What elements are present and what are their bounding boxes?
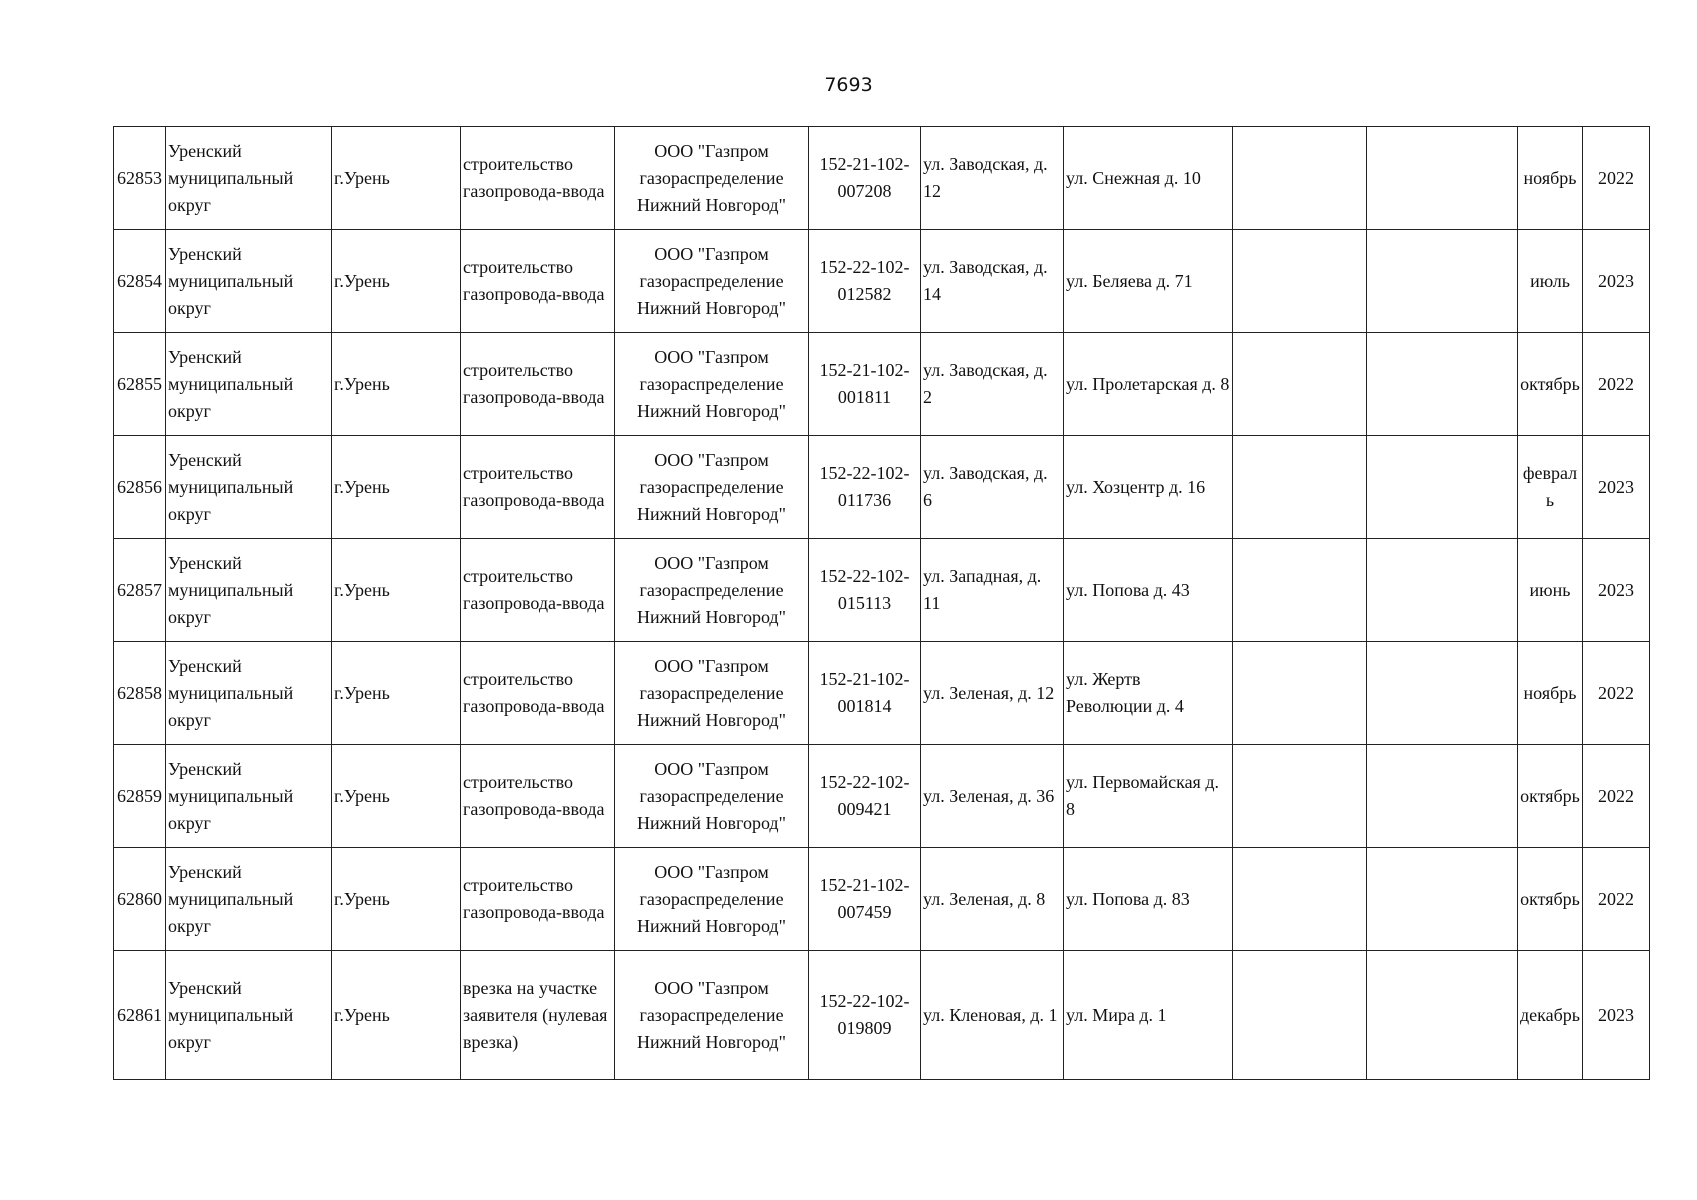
organization-cell: ООО "Газпром газораспределение Нижний Новгород" [615, 436, 809, 539]
work-type-cell: строительство газопровода-ввода [461, 539, 615, 642]
month-cell: ноябрь [1518, 127, 1583, 230]
month-cell: октябрь [1518, 333, 1583, 436]
address-from-cell: ул. Кленовая, д. 1 [921, 951, 1064, 1080]
address-from-cell: ул. Заводская, д. 2 [921, 333, 1064, 436]
organization-cell: ООО "Газпром газораспределение Нижний Новгород" [615, 951, 809, 1080]
district-cell: Уренский муниципальный округ [166, 848, 332, 951]
page-number: 7693 [824, 74, 873, 96]
city-cell: г.Урень [332, 436, 461, 539]
organization-cell: ООО "Газпром газораспределение Нижний Новгород" [615, 230, 809, 333]
work-type-cell: строительство газопровода-ввода [461, 642, 615, 745]
year-cell: 2022 [1583, 745, 1650, 848]
cadastral-number-cell: 152-22-102-011736 [809, 436, 921, 539]
month-cell: декабрь [1518, 951, 1583, 1080]
address-to-cell: ул. Пролетарская д. 8 [1064, 333, 1233, 436]
row-number-cell: 62856 [114, 436, 166, 539]
row-number-cell: 62855 [114, 333, 166, 436]
address-to-cell: ул. Хозцентр д. 16 [1064, 436, 1233, 539]
row-number-cell: 62861 [114, 951, 166, 1080]
extra-cell-1 [1233, 230, 1367, 333]
address-from-cell: ул. Заводская, д. 6 [921, 436, 1064, 539]
extra-cell-2 [1367, 539, 1518, 642]
work-type-cell: строительство газопровода-ввода [461, 436, 615, 539]
table-row [114, 127, 1650, 230]
extra-cell-1 [1233, 436, 1367, 539]
cadastral-number-cell: 152-21-102-007459 [809, 848, 921, 951]
work-type-cell: врезка на участке заявителя (нулевая врезка) [461, 951, 615, 1080]
extra-cell-1 [1233, 333, 1367, 436]
month-cell: июль [1518, 230, 1583, 333]
month-cell: октябрь [1518, 745, 1583, 848]
cadastral-number-cell: 152-22-102-012582 [809, 230, 921, 333]
extra-cell-1 [1233, 745, 1367, 848]
year-cell: 2022 [1583, 333, 1650, 436]
extra-cell-2 [1367, 642, 1518, 745]
city-cell: г.Урень [332, 539, 461, 642]
row-number-cell: 62858 [114, 642, 166, 745]
work-type-cell: строительство газопровода-ввода [461, 745, 615, 848]
address-to-cell: ул. Первомайская д. 8 [1064, 745, 1233, 848]
extra-cell-1 [1233, 127, 1367, 230]
work-type-cell: строительство газопровода-ввода [461, 230, 615, 333]
address-from-cell: ул. Зеленая, д. 36 [921, 745, 1064, 848]
address-to-cell: ул. Жертв Революции д. 4 [1064, 642, 1233, 745]
work-type-cell: строительство газопровода-ввода [461, 127, 615, 230]
city-cell: г.Урень [332, 642, 461, 745]
cadastral-number-cell: 152-21-102-001814 [809, 642, 921, 745]
month-cell: июнь [1518, 539, 1583, 642]
row-number-cell: 62854 [114, 230, 166, 333]
month-cell: февраль [1518, 436, 1583, 539]
district-cell: Уренский муниципальный округ [166, 642, 332, 745]
year-cell: 2022 [1583, 848, 1650, 951]
address-to-cell: ул. Мира д. 1 [1064, 951, 1233, 1080]
table-row [114, 848, 1650, 951]
extra-cell-2 [1367, 127, 1518, 230]
extra-cell-2 [1367, 230, 1518, 333]
city-cell: г.Урень [332, 333, 461, 436]
city-cell: г.Урень [332, 230, 461, 333]
year-cell: 2023 [1583, 230, 1650, 333]
table-row [114, 333, 1650, 436]
year-cell: 2023 [1583, 951, 1650, 1080]
cadastral-number-cell: 152-22-102-009421 [809, 745, 921, 848]
extra-cell-1 [1233, 848, 1367, 951]
month-cell: ноябрь [1518, 642, 1583, 745]
district-cell: Уренский муниципальный округ [166, 230, 332, 333]
address-to-cell: ул. Беляева д. 71 [1064, 230, 1233, 333]
cadastral-number-cell: 152-22-102-015113 [809, 539, 921, 642]
address-from-cell: ул. Зеленая, д. 8 [921, 848, 1064, 951]
address-to-cell: ул. Попова д. 43 [1064, 539, 1233, 642]
extra-cell-2 [1367, 848, 1518, 951]
address-from-cell: ул. Западная, д. 11 [921, 539, 1064, 642]
address-from-cell: ул. Заводская, д. 14 [921, 230, 1064, 333]
table-row [114, 436, 1650, 539]
district-cell: Уренский муниципальный округ [166, 745, 332, 848]
district-cell: Уренский муниципальный округ [166, 539, 332, 642]
extra-cell-2 [1367, 745, 1518, 848]
row-number-cell: 62860 [114, 848, 166, 951]
cadastral-number-cell: 152-22-102-019809 [809, 951, 921, 1080]
organization-cell: ООО "Газпром газораспределение Нижний Новгород" [615, 539, 809, 642]
cadastral-number-cell: 152-21-102-001811 [809, 333, 921, 436]
extra-cell-1 [1233, 951, 1367, 1080]
extra-cell-2 [1367, 951, 1518, 1080]
organization-cell: ООО "Газпром газораспределение Нижний Новгород" [615, 333, 809, 436]
year-cell: 2023 [1583, 539, 1650, 642]
organization-cell: ООО "Газпром газораспределение Нижний Новгород" [615, 642, 809, 745]
extra-cell-1 [1233, 539, 1367, 642]
extra-cell-2 [1367, 333, 1518, 436]
city-cell: г.Урень [332, 745, 461, 848]
row-number-cell: 62853 [114, 127, 166, 230]
year-cell: 2022 [1583, 127, 1650, 230]
registry-table [113, 126, 1650, 1080]
table-row [114, 642, 1650, 745]
year-cell: 2023 [1583, 436, 1650, 539]
organization-cell: ООО "Газпром газораспределение Нижний Новгород" [615, 745, 809, 848]
table-row [114, 539, 1650, 642]
organization-cell: ООО "Газпром газораспределение Нижний Новгород" [615, 127, 809, 230]
organization-cell: ООО "Газпром газораспределение Нижний Новгород" [615, 848, 809, 951]
cadastral-number-cell: 152-21-102-007208 [809, 127, 921, 230]
table-row [114, 230, 1650, 333]
district-cell: Уренский муниципальный округ [166, 951, 332, 1080]
row-number-cell: 62857 [114, 539, 166, 642]
year-cell: 2022 [1583, 642, 1650, 745]
work-type-cell: строительство газопровода-ввода [461, 848, 615, 951]
address-to-cell: ул. Попова д. 83 [1064, 848, 1233, 951]
district-cell: Уренский муниципальный округ [166, 127, 332, 230]
district-cell: Уренский муниципальный округ [166, 333, 332, 436]
extra-cell-2 [1367, 436, 1518, 539]
address-to-cell: ул. Снежная д. 10 [1064, 127, 1233, 230]
registry-body [114, 127, 1650, 1080]
city-cell: г.Урень [332, 951, 461, 1080]
district-cell: Уренский муниципальный округ [166, 436, 332, 539]
work-type-cell: строительство газопровода-ввода [461, 333, 615, 436]
row-number-cell: 62859 [114, 745, 166, 848]
address-from-cell: ул. Зеленая, д. 12 [921, 642, 1064, 745]
table-row [114, 745, 1650, 848]
city-cell: г.Урень [332, 127, 461, 230]
address-from-cell: ул. Заводская, д. 12 [921, 127, 1064, 230]
extra-cell-1 [1233, 642, 1367, 745]
month-cell: октябрь [1518, 848, 1583, 951]
table-row [114, 951, 1650, 1080]
city-cell: г.Урень [332, 848, 461, 951]
